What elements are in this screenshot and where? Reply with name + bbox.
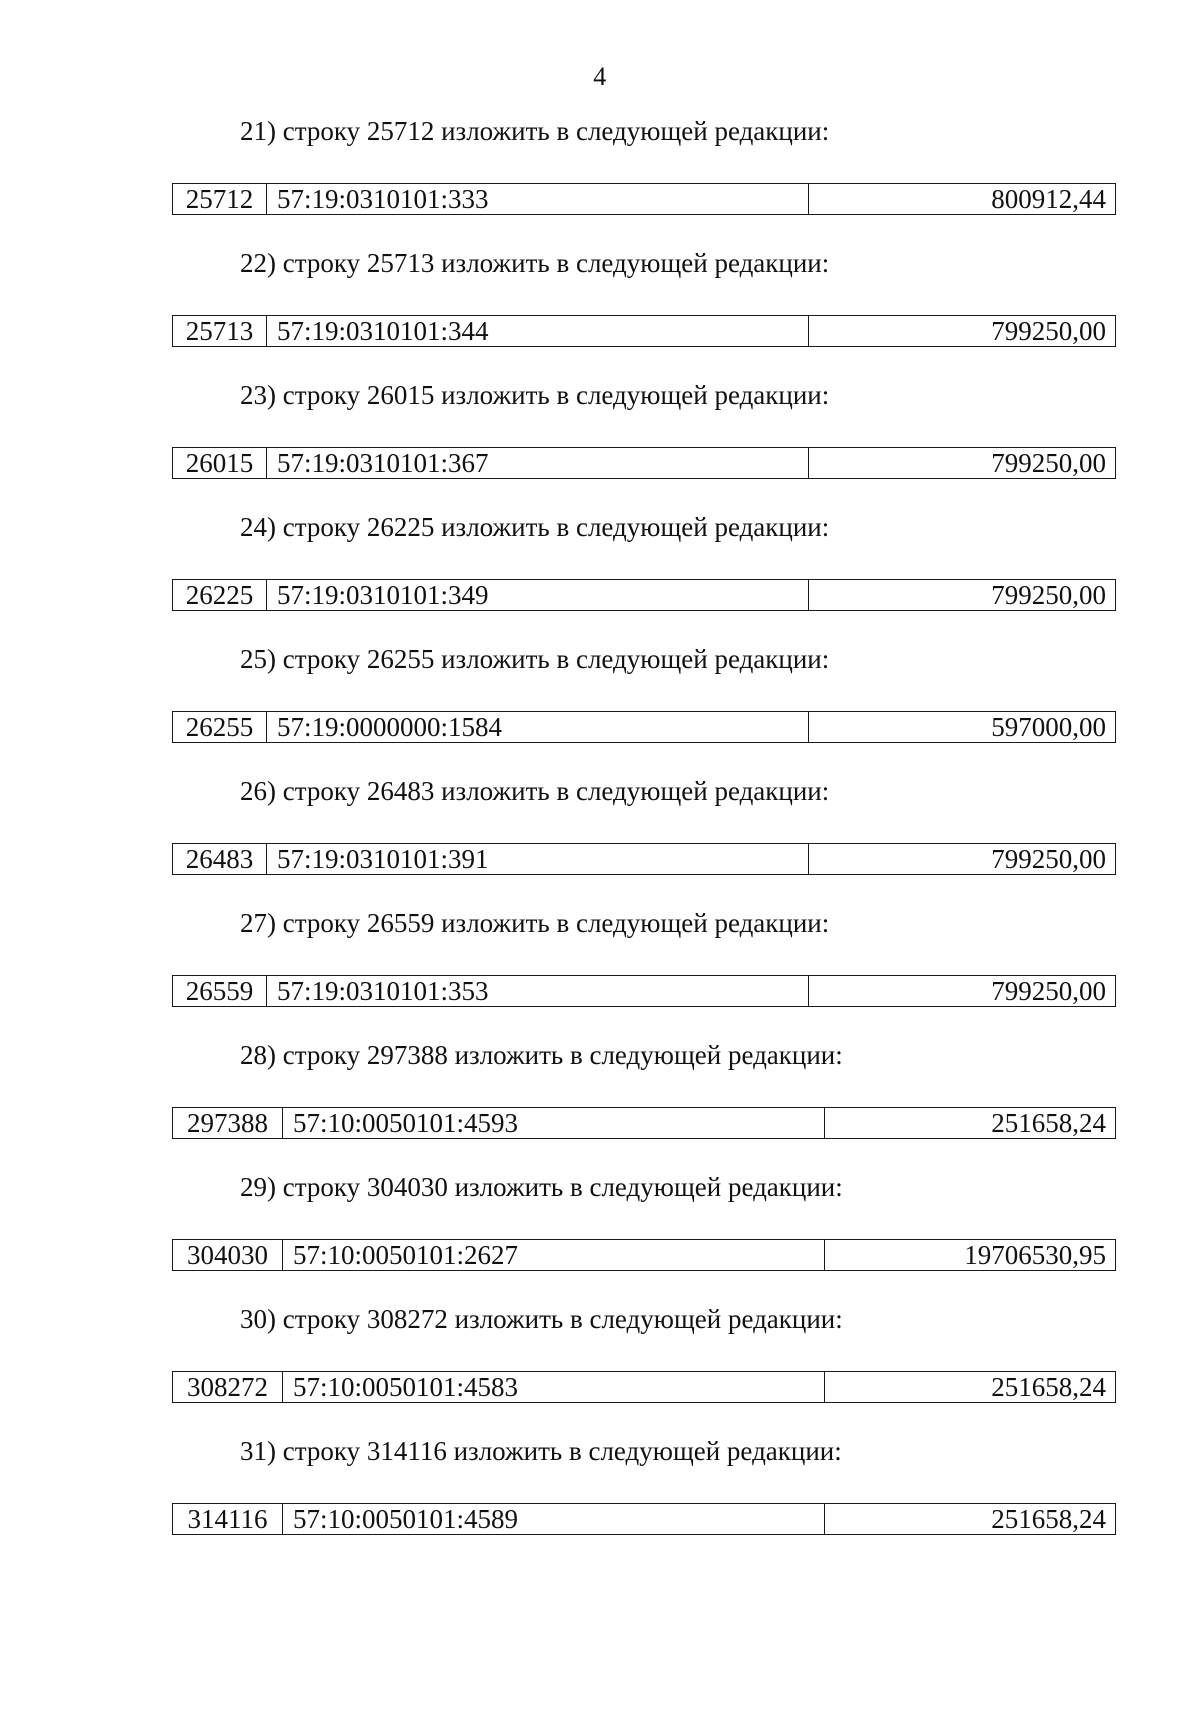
- table-row: [172, 843, 1116, 875]
- row-number-cell: 26483: [173, 844, 267, 874]
- value-cell: 799250,00: [991, 976, 1106, 1006]
- amendment-entry: [0, 1433, 1200, 1565]
- amendment-instruction: 22) строку 25713 изложить в следующей редакции:: [240, 248, 830, 278]
- cadastral-number-cell: 57:19:0310101:333: [267, 184, 809, 214]
- amendment-entry: [0, 245, 1200, 377]
- amendment-entry: [0, 1037, 1200, 1169]
- row-number-cell: 26559: [173, 976, 267, 1006]
- amendment-instruction: 26) строку 26483 изложить в следующей редакции:: [240, 776, 830, 806]
- amendment-instruction: 30) строку 308272 изложить в следующей редакции:: [240, 1304, 843, 1334]
- cadastral-number-cell: 57:19:0310101:344: [267, 316, 809, 346]
- value-cell: 799250,00: [991, 580, 1106, 610]
- page-number: 4: [593, 62, 607, 91]
- cadastral-number-cell: 57:10:0050101:4589: [283, 1504, 825, 1534]
- amendment-instruction: 31) строку 314116 изложить в следующей редакции:: [240, 1436, 842, 1466]
- value-cell: 799250,00: [991, 316, 1106, 346]
- row-number-cell: 26255: [173, 712, 267, 742]
- value-cell: 251658,24: [991, 1108, 1106, 1138]
- cadastral-number-cell: 57:19:0310101:349: [267, 580, 809, 610]
- cadastral-number-cell: 57:19:0310101:353: [267, 976, 809, 1006]
- amendment-entry: [0, 113, 1200, 245]
- amendment-entry: [0, 509, 1200, 641]
- amendment-entry: [0, 773, 1200, 905]
- value-cell: 800912,44: [991, 184, 1106, 214]
- amendment-instruction: 28) строку 297388 изложить в следующей редакции:: [240, 1040, 843, 1070]
- value-cell: 597000,00: [991, 712, 1106, 742]
- row-number-cell: 304030: [173, 1240, 283, 1270]
- table-row: [172, 1239, 1116, 1271]
- cadastral-number-cell: 57:19:0310101:367: [267, 448, 809, 478]
- amendment-instruction: 21) строку 25712 изложить в следующей редакции:: [240, 116, 830, 146]
- row-number-cell: 308272: [173, 1372, 283, 1402]
- value-cell: 19706530,95: [964, 1240, 1106, 1270]
- amendment-list: [0, 113, 1200, 1565]
- row-number-cell: 297388: [173, 1108, 283, 1138]
- row-number-cell: 26015: [173, 448, 267, 478]
- value-cell: 799250,00: [991, 844, 1106, 874]
- row-number-cell: 26225: [173, 580, 267, 610]
- amendment-instruction: 23) строку 26015 изложить в следующей редакции:: [240, 380, 830, 410]
- cadastral-number-cell: 57:19:0310101:391: [267, 844, 809, 874]
- amendment-instruction: 25) строку 26255 изложить в следующей редакции:: [240, 644, 830, 674]
- value-cell: 799250,00: [991, 448, 1106, 478]
- amendment-instruction: 29) строку 304030 изложить в следующей редакции:: [240, 1172, 843, 1202]
- cadastral-number-cell: 57:10:0050101:2627: [283, 1240, 825, 1270]
- table-row: [172, 447, 1116, 479]
- amendment-entry: [0, 905, 1200, 1037]
- value-cell: 251658,24: [991, 1372, 1106, 1402]
- cadastral-number-cell: 57:19:0000000:1584: [267, 712, 809, 742]
- table-row: [172, 1107, 1116, 1139]
- table-row: [172, 711, 1116, 743]
- row-number-cell: 25713: [173, 316, 267, 346]
- table-row: [172, 1503, 1116, 1535]
- cadastral-number-cell: 57:10:0050101:4593: [283, 1108, 825, 1138]
- table-row: [172, 1371, 1116, 1403]
- table-row: [172, 315, 1116, 347]
- row-number-cell: 25712: [173, 184, 267, 214]
- row-number-cell: 314116: [173, 1504, 283, 1534]
- cadastral-number-cell: 57:10:0050101:4583: [283, 1372, 825, 1402]
- value-cell: 251658,24: [991, 1504, 1106, 1534]
- amendment-entry: [0, 641, 1200, 773]
- table-row: [172, 579, 1116, 611]
- amendment-entry: [0, 377, 1200, 509]
- amendment-entry: [0, 1301, 1200, 1433]
- amendment-instruction: 27) строку 26559 изложить в следующей редакции:: [240, 908, 830, 938]
- table-row: [172, 975, 1116, 1007]
- amendment-instruction: 24) строку 26225 изложить в следующей редакции:: [240, 512, 830, 542]
- amendment-entry: [0, 1169, 1200, 1301]
- table-row: [172, 183, 1116, 215]
